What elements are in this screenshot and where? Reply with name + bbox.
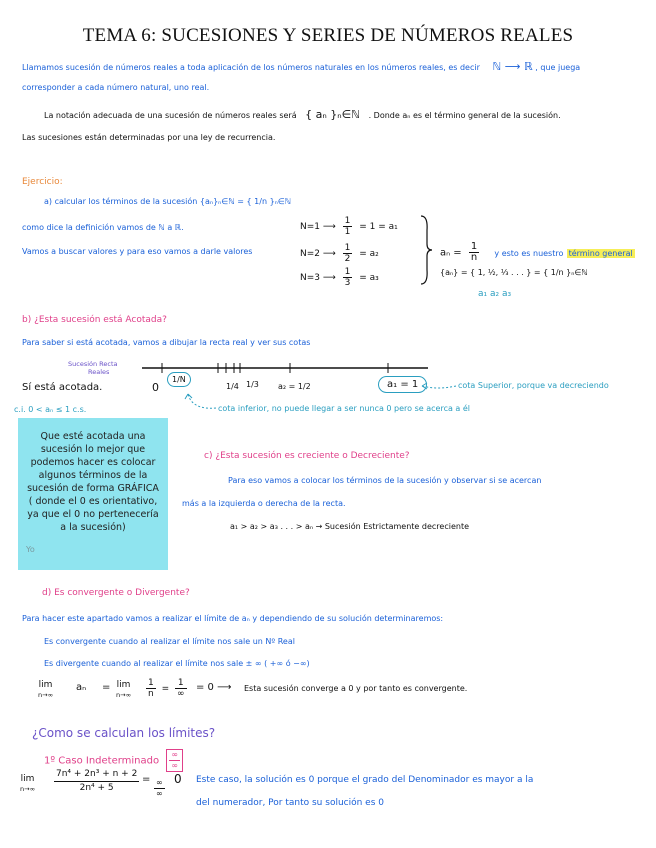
- intro-text: Llamamos sucesión de números reales a toda aplicación de los números naturales en los números reales, es decir: [22, 63, 480, 72]
- d-conclusion: Esta sucesión converge a 0 y por tanto es convergente.: [244, 684, 468, 693]
- general-fraction: [469, 242, 479, 263]
- row-rest: = 1 = a₁: [359, 222, 398, 232]
- c-line-1: Para eso vamos a colocar los términos de la sucesión y observar si se acercan: [228, 476, 542, 485]
- frac-den: ∞: [177, 689, 185, 699]
- tick-1-4: 1/4: [226, 382, 239, 391]
- b-heading: b) ¿Esta sucesión está Acotada?: [22, 315, 167, 325]
- brace-icon: [418, 214, 434, 286]
- frac-num: 1: [344, 216, 351, 226]
- note-text: Que esté acotada una sucesión lo mejor que podemos hacer es colocar algunos términos de la sucesión de forma GRÁFICA ( donde el 0 es orientativo, ya que el 0 no pertenecería a la sucesión): [27, 431, 159, 533]
- row-n1: [300, 216, 398, 237]
- limits-indeterminate: [154, 778, 165, 799]
- row-n-label: N=3 ⟶: [300, 273, 336, 283]
- d-lim: [38, 680, 53, 700]
- frac-den: ∞: [156, 789, 163, 798]
- d-convergent: Es convergente cuando al realizar el límite nos sale un Nº Real: [44, 637, 295, 646]
- row-fraction: [343, 267, 353, 288]
- arrow-sup-icon: [418, 376, 458, 396]
- d-eq: =: [102, 682, 111, 693]
- tick-1-over-n: 1/N: [167, 372, 191, 387]
- intro-line-1: [22, 60, 580, 73]
- frac-num: 1: [148, 678, 154, 688]
- notation-text-end: . Donde aₙ es el término general de la sucesión.: [368, 111, 561, 120]
- sup-note: cota Superior, porque va decreciendo: [458, 381, 609, 390]
- d-line-1: Para hacer este apartado vamos a realizar el límite de aₙ y dependiendo de su solución determinaremos:: [22, 614, 444, 623]
- frac-num: ∞: [171, 750, 178, 759]
- d-an: aₙ: [76, 682, 87, 693]
- limits-lim: [20, 774, 35, 794]
- limits-zero: 0: [174, 772, 182, 786]
- lim-word: lim: [20, 774, 35, 784]
- frac-den: 2n⁴ + 5: [79, 783, 114, 793]
- zero-label: 0: [152, 381, 159, 394]
- line-label-1: Sucesión Recta: [68, 360, 118, 368]
- frac-den: n: [470, 252, 478, 263]
- d-divergent: Es divergente cuando al realizar el límite nos sale ± ∞ ( +∞ ó −∞): [44, 659, 310, 668]
- limits-eq: =: [142, 774, 151, 785]
- limits-fraction: [54, 768, 139, 795]
- row-fraction: [343, 216, 353, 237]
- b-text: Para saber si está acotada, vamos a dibujar la recta real y ver sus cotas: [22, 338, 311, 347]
- lim-sub: n→∞: [38, 691, 53, 699]
- notation-text: La notación adecuada de una sucesión de números reales será: [44, 111, 297, 120]
- general-highlight: término general: [568, 248, 633, 258]
- bounds-inequality: c.i. 0 < aₙ ≤ 1 c.s.: [14, 405, 87, 414]
- exercise-a-label: a) calcular los términos de la sucesión {aₙ}ₙ∈ℕ = { 1/n }ₙ∈ℕ: [44, 197, 292, 206]
- frac-den: 1: [344, 227, 351, 237]
- intro-text-end: , que juega: [535, 63, 581, 72]
- frac-num: ∞: [156, 778, 163, 787]
- lim-word: lim: [116, 680, 131, 690]
- d-result: = 0 ⟶: [196, 682, 232, 693]
- arrow-inf-icon: [178, 392, 218, 414]
- limits-expl-2: del numerador, Por tanto su solución es 0: [196, 798, 384, 808]
- row-fraction: [343, 243, 353, 264]
- d-heading: d) Es convergente o Divergente?: [42, 588, 190, 598]
- frac-num: 1: [470, 241, 478, 252]
- c-inequality: a₁ > a₂ > a₃ . . . > aₙ → Sucesión Estrictamente decreciente: [230, 522, 469, 531]
- acotada-text: Sí está acotada.: [22, 382, 103, 393]
- row-rest: = a₂: [359, 249, 379, 259]
- lim-word: lim: [38, 680, 53, 690]
- frac-num: 1: [344, 267, 351, 277]
- row-n2: [300, 243, 379, 264]
- lim-sub: n→∞: [116, 691, 131, 699]
- notation-formula: { aₙ }ₙ∈ℕ: [305, 108, 361, 121]
- c-line-2: más a la izquierda o derecha de la recta.: [182, 499, 346, 508]
- intro-line-4: Las sucesiones están determinadas por una ley de recurrencia.: [22, 133, 276, 142]
- limits-expl-1: Este caso, la solución es 0 porque el grado del Denominador es mayor a la: [196, 775, 534, 785]
- row-n-label: N=1 ⟶: [300, 222, 336, 232]
- tick-a2: a₂ = 1/2: [278, 382, 311, 391]
- case-fraction: [169, 750, 180, 771]
- general-note: y esto es nuestro: [494, 248, 564, 258]
- row-n3: [300, 267, 379, 288]
- frac-den: 2: [344, 254, 351, 264]
- sequence-set: {aₙ} = { 1, ½, ⅓ . . . } = { 1/n }ₙ∈ℕ: [440, 268, 588, 277]
- row-n-label: N=2 ⟶: [300, 249, 336, 259]
- frac-den: n: [148, 689, 154, 699]
- number-line-label: [68, 360, 118, 376]
- inf-note: cota inferior, no puede llegar a ser nunca 0 pero se acerca a él: [218, 404, 470, 413]
- frac-den: ∞: [171, 761, 178, 770]
- tick-1-3: 1/3: [246, 380, 259, 389]
- page-title: TEMA 6: SUCESIONES Y SERIES DE NÚMEROS REALES: [82, 25, 574, 46]
- frac: [146, 678, 156, 699]
- row-rest: = a₃: [359, 273, 379, 283]
- general-term: [440, 242, 635, 263]
- intro-line-2: corresponder a cada número natural, uno real.: [22, 83, 210, 92]
- case-label: 1º Caso Indeterminado: [44, 755, 160, 767]
- tick-a1: a₁ = 1: [378, 376, 427, 393]
- exercise-heading: Ejercicio:: [22, 177, 63, 187]
- limits-heading: ¿Como se calculan los límites?: [32, 726, 216, 740]
- domain-text: como dice la definición vamos de ℕ a ℝ.: [22, 223, 184, 232]
- d-lim-2: [116, 680, 131, 700]
- map-n-to-r: ℕ ⟶ ℝ: [492, 60, 533, 73]
- lim-sub: n→∞: [20, 785, 35, 793]
- frac: [175, 678, 187, 699]
- d-frac-1: $\frac{1}{n}$ = $\frac{1}{\infty}$: [148, 678, 185, 699]
- frac-num: 1: [344, 243, 351, 253]
- frac: [154, 778, 165, 799]
- values-text: Vamos a buscar valores y para eso vamos a darle valores: [22, 247, 253, 256]
- sequence-labels: a₁ a₂ a₃: [478, 289, 512, 299]
- note-box: [18, 418, 168, 570]
- general-lhs: aₙ =: [440, 247, 462, 259]
- intro-line-3: [44, 108, 561, 121]
- frac: [54, 768, 139, 795]
- line-label-2: Reales: [88, 368, 110, 376]
- frac-den: 3: [344, 278, 351, 288]
- note-signature: Yo: [26, 545, 35, 554]
- frac-num: 1: [175, 678, 187, 689]
- c-heading: c) ¿Esta sucesión es creciente o Decreciente?: [204, 451, 410, 461]
- frac-num: 7n⁴ + 2n³ + n + 2: [54, 768, 139, 782]
